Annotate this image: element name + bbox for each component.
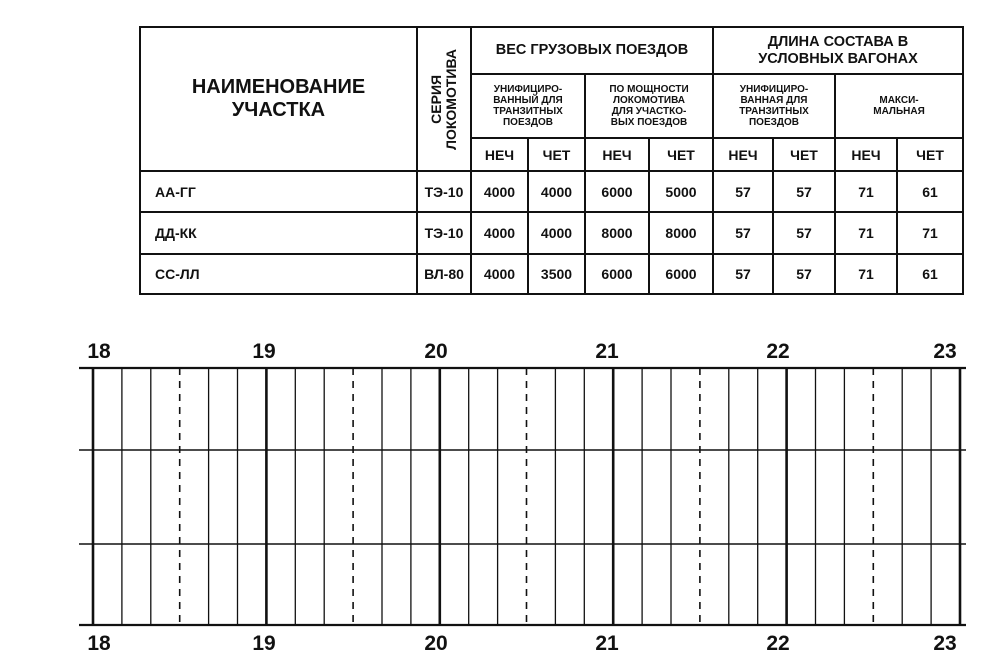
hour-label-bottom: 19 [252, 632, 276, 655]
hour-label-bottom: 18 [87, 632, 111, 655]
table-cell: 6000 [585, 171, 649, 212]
table-cell: 71 [897, 212, 963, 254]
table-cell: 71 [835, 254, 897, 294]
table-cell: 71 [835, 171, 897, 212]
table-cell: 8000 [585, 212, 649, 254]
direction-even-header: ЧЕТ [773, 138, 835, 171]
hour-label-top: 19 [252, 340, 276, 363]
hour-label-bottom: 21 [595, 632, 619, 655]
section-name: СС-ЛЛ [140, 254, 417, 294]
length-max-header: МАКСИ- МАЛЬНАЯ [835, 74, 963, 138]
table-cell: 4000 [471, 254, 528, 294]
hour-label-top: 20 [424, 340, 448, 363]
hour-label-bottom: 20 [424, 632, 448, 655]
train-weight-header: ВЕС ГРУЗОВЫХ ПОЕЗДОВ [471, 27, 713, 74]
table-cell: 57 [773, 212, 835, 254]
locomotive-series: ТЭ-10 [417, 171, 471, 212]
section-name: АА-ГГ [140, 171, 417, 212]
weight-unified-header: УНИФИЦИРО- ВАННЫЙ ДЛЯ ТРАНЗИТНЫХ ПОЕЗДОВ [471, 74, 585, 138]
table-cell: 6000 [585, 254, 649, 294]
table-cell: 57 [713, 212, 773, 254]
locomotive-series-header: СЕРИЯ ЛОКОМОТИВА [417, 27, 471, 171]
hour-label-top: 23 [933, 340, 957, 363]
length-unified-header: УНИФИЦИРО- ВАННАЯ ДЛЯ ТРАНЗИТНЫХ ПОЕЗДОВ [713, 74, 835, 138]
table-cell: 4000 [528, 212, 585, 254]
hour-label-top: 21 [595, 340, 619, 363]
direction-odd-header: НЕЧ [713, 138, 773, 171]
table-cell: 3500 [528, 254, 585, 294]
table-cell: 71 [835, 212, 897, 254]
table-cell: 4000 [471, 212, 528, 254]
train-length-header: ДЛИНА СОСТАВА В УСЛОВНЫХ ВАГОНАХ [713, 27, 963, 74]
table-cell: 5000 [649, 171, 713, 212]
direction-odd-header: НЕЧ [471, 138, 528, 171]
table-cell: 57 [773, 254, 835, 294]
table-cell: 4000 [471, 171, 528, 212]
table-cell: 57 [713, 254, 773, 294]
direction-even-header: ЧЕТ [528, 138, 585, 171]
direction-even-header: ЧЕТ [897, 138, 963, 171]
table-cell: 61 [897, 171, 963, 212]
table-cell: 57 [773, 171, 835, 212]
weight-by-power-header: ПО МОЩНОСТИ ЛОКОМОТИВА ДЛЯ УЧАСТКО- ВЫХ ПОЕЗДОВ [585, 74, 713, 138]
hour-label-bottom: 22 [766, 632, 790, 655]
section-name: ДД-КК [140, 212, 417, 254]
table-cell: 57 [713, 171, 773, 212]
table-cell: 4000 [528, 171, 585, 212]
table-cell: 61 [897, 254, 963, 294]
hour-label-top: 22 [766, 340, 790, 363]
locomotive-series: ТЭ-10 [417, 212, 471, 254]
direction-even-header: ЧЕТ [649, 138, 713, 171]
hour-label-bottom: 23 [933, 632, 957, 655]
direction-odd-header: НЕЧ [585, 138, 649, 171]
direction-odd-header: НЕЧ [835, 138, 897, 171]
section-name-header: НАИМЕНОВАНИЕ УЧАСТКА [140, 27, 417, 171]
table-cell: 6000 [649, 254, 713, 294]
hour-label-top: 18 [87, 340, 111, 363]
table-cell: 8000 [649, 212, 713, 254]
locomotive-series: ВЛ-80 [417, 254, 471, 294]
